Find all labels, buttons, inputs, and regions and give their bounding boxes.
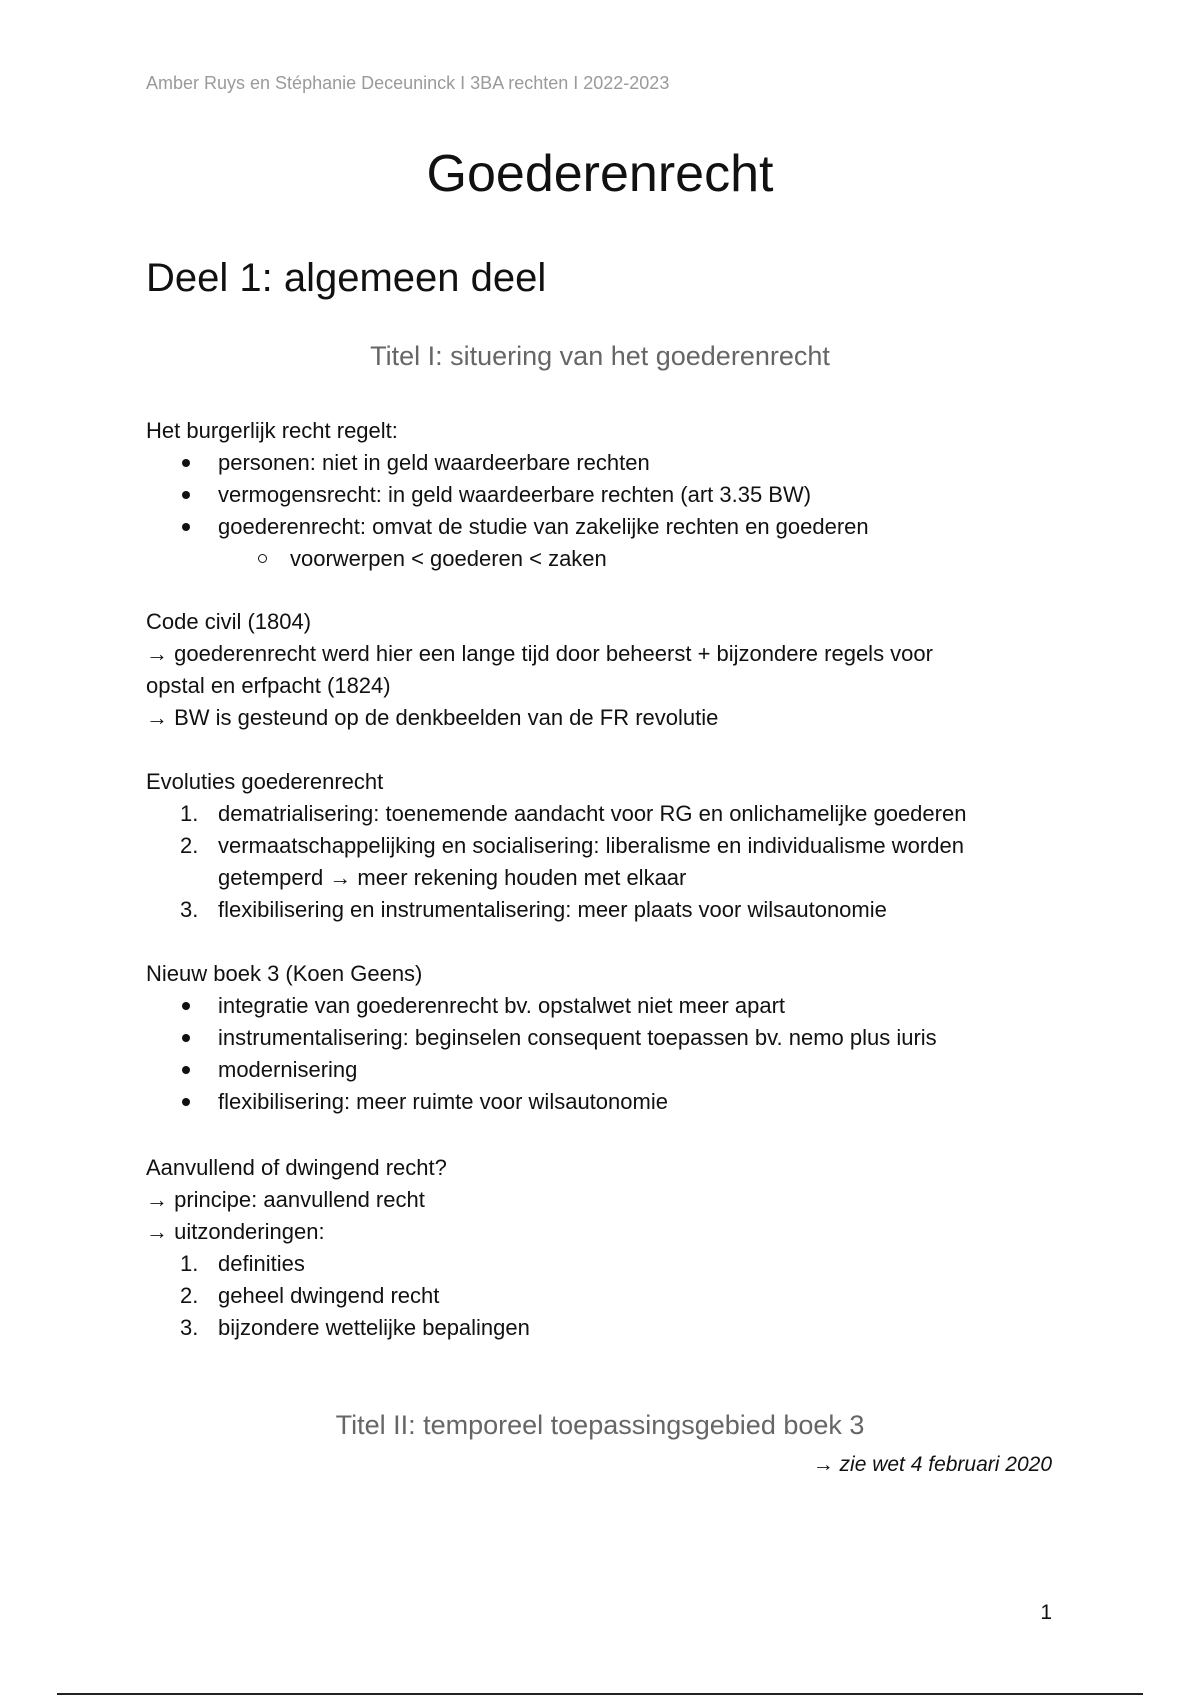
list-item: 3. flexibilisering en instrumentalisering: meer plaats voor wilsautonomie [180, 897, 887, 922]
part-heading: Deel 1: algemeen deel [146, 256, 547, 300]
nieuw-boek-3-block [146, 958, 1066, 1118]
code-civil-heading: Code civil (1804) [146, 609, 312, 634]
list-item: vermogensrecht: in geld waardeerbare rechten (art 3.35 BW) [146, 479, 1066, 511]
aanvullend-heading: Aanvullend of dwingend recht? [146, 1155, 447, 1180]
uitzonderingen-list [146, 1248, 1066, 1344]
bullet-icon [182, 1054, 206, 1086]
burgerlijk-list [146, 447, 1066, 575]
evoluties-heading: Evoluties goederenrecht [146, 769, 384, 794]
list-item: instrumentalisering: beginselen consequent toepassen bv. nemo plus iuris [146, 1022, 1066, 1054]
boek3-heading: Nieuw boek 3 (Koen Geens) [146, 961, 423, 986]
document-title: Goederenrecht [426, 145, 774, 203]
boek3-list [146, 990, 1066, 1118]
list-item: 3. bijzondere wettelijke bepalingen [180, 1315, 530, 1340]
list-item: flexibilisering: meer ruimte voor wilsautonomie [146, 1086, 1066, 1118]
bullet-icon [182, 447, 206, 479]
page-bottom-divider [57, 1693, 1143, 1695]
code-civil-block [146, 606, 1066, 734]
bullet-icon [182, 1086, 206, 1118]
aanvullend-principe: → principe: aanvullend recht [146, 1187, 425, 1212]
hollow-bullet-icon [258, 543, 267, 575]
bullet-icon [182, 990, 206, 1022]
running-header: Amber Ruys en Stéphanie Deceuninck I 3BA rechten I 2022-2023 [146, 73, 670, 93]
code-civil-line: → goederenrecht werd hier een lange tijd door beheerst + bijzondere regels voor [146, 641, 933, 666]
list-item: modernisering [146, 1054, 1066, 1086]
titel-2-note: → zie wet 4 februari 2020 [812, 1453, 1052, 1476]
bullet-icon [182, 1022, 206, 1054]
bullet-icon [182, 511, 206, 543]
aanvullend-uitzonderingen: → uitzonderingen: [146, 1219, 325, 1244]
bullet-icon [182, 479, 206, 511]
list-item: goederenrecht: omvat de studie van zakelijke rechten en goederen [146, 511, 1066, 543]
list-item: 1. dematrialisering: toenemende aandacht voor RG en onlichamelijke goederen [180, 801, 967, 826]
code-civil-line: → BW is gesteund op de denkbeelden van de FR revolutie [146, 705, 719, 730]
code-civil-line: opstal en erfpacht (1824) [146, 673, 391, 698]
burgerlijk-intro: Het burgerlijk recht regelt: [146, 418, 398, 443]
section-heading-titel-2: Titel II: temporeel toepassingsgebied boek 3 [335, 1410, 865, 1440]
list-item: personen: niet in geld waardeerbare rechten [146, 447, 1066, 479]
list-item: 2. geheel dwingend recht [180, 1283, 440, 1308]
list-item: 1. definities [180, 1251, 305, 1276]
page-number: 1 [1040, 1601, 1052, 1624]
list-item: integratie van goederenrecht bv. opstalwet niet meer apart [146, 990, 1066, 1022]
list-item: 2. vermaatschappelijking en socialisering: liberalisme en individualisme worden getemperd → meer rekening houden met elkaar [180, 833, 964, 890]
evoluties-block [146, 766, 1066, 926]
sub-list-item: voorwerpen < goederen < zaken [146, 543, 1066, 575]
aanvullend-block [146, 1152, 1066, 1344]
section-heading-titel-1: Titel I: situering van het goederenrecht [370, 341, 830, 371]
burgerlijk-recht-block [146, 415, 1066, 575]
evoluties-list [146, 798, 1066, 926]
